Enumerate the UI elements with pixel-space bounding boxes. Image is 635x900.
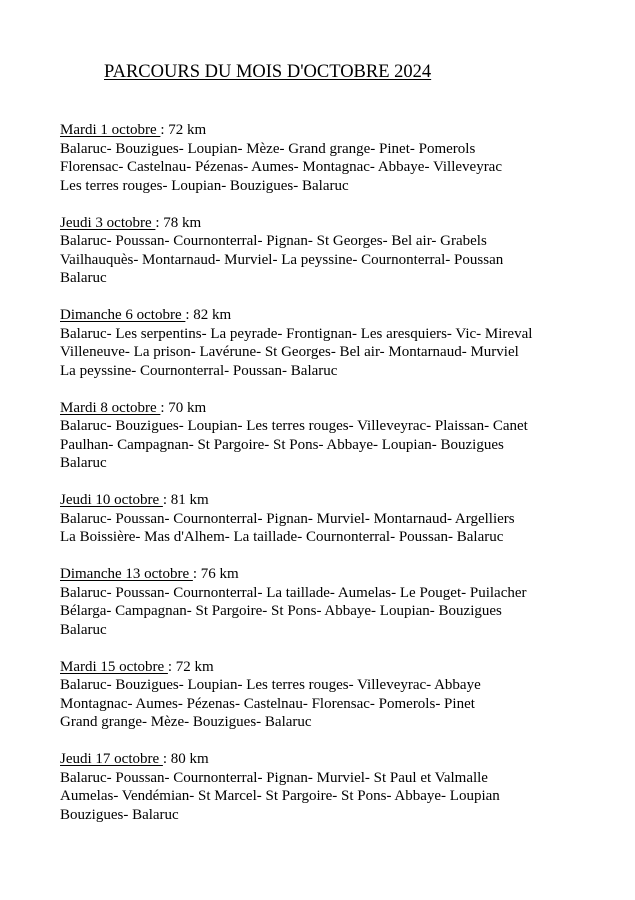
route-header [60, 306, 630, 325]
route-header [60, 565, 630, 584]
route-date: Mardi 8 octobre [60, 399, 161, 416]
route-distance: : 76 km [192, 566, 239, 582]
route-distance: : 72 km [167, 658, 214, 675]
route-line: Bélarga- Campagnan- St Pargoire- St Pons- Abbaye- Loupian- Bouzigues [60, 603, 502, 619]
route-distance: : 72 km [160, 122, 207, 138]
route-line: Balaruc- Poussan- Cournonterral- La taillade- Aumelas- Le Pouget- Puilacher [60, 584, 527, 601]
route-date: Jeudi 17 octobre [60, 751, 163, 767]
route-line: Balaruc- Poussan- Cournonterral- Pignan- Murviel- St Paul et Valmalle [60, 769, 488, 786]
route-list [60, 121, 630, 843]
route-line: Bouzigues- Balaruc [60, 806, 179, 823]
route-entry [60, 214, 630, 288]
page-title: PARCOURS DU MOIS D'OCTOBRE 2024 [104, 62, 432, 82]
route-line: Balaruc- Poussan- Cournonterral- Pignan- Murviel- Montarnaud- Argelliers [60, 510, 515, 527]
route-distance: : 78 km [155, 214, 202, 231]
route-line: Balaruc- Poussan- Cournonterral- Pignan- St Georges- Bel air- Grabels [60, 233, 487, 249]
route-line: Balaruc- Bouzigues- Loupian- Mèze- Grand grange- Pinet- Pomerols [60, 140, 476, 157]
route-line: Balaruc- Bouzigues- Loupian- Les terres rouges- Villeveyrac- Abbaye [60, 677, 481, 693]
route-line: Montagnac- Aumes- Pézenas- Castelnau- Florensac- Pomerols- Pinet [60, 695, 475, 712]
route-date: Mardi 15 octobre [60, 658, 168, 675]
route-entry [60, 658, 630, 732]
route-entry [60, 565, 630, 639]
route-date: Dimanche 13 octobre [60, 566, 193, 582]
route-header [60, 491, 630, 510]
route-date: Mardi 1 octobre [60, 122, 161, 138]
route-line: Les terres rouges- Loupian- Bouzigues- Balaruc [60, 177, 349, 194]
route-line: Villeneuve- La prison- Lavérune- St Georges- Bel air- Montarnaud- Murviel [60, 344, 519, 360]
route-line: Balaruc [60, 621, 107, 638]
route-date: Dimanche 6 octobre [60, 307, 186, 323]
route-distance: : 70 km [160, 399, 207, 416]
route-header [60, 121, 630, 140]
route-entry [60, 491, 630, 547]
route-header [60, 750, 630, 769]
route-entry [60, 121, 630, 195]
route-line: Vailhauquès- Montarnaud- Murviel- La peyssine- Cournonterral- Poussan [60, 251, 504, 268]
route-entry [60, 306, 630, 380]
route-header [60, 214, 630, 233]
route-line: Florensac- Castelnau- Pézenas- Aumes- Montagnac- Abbaye- Villeveyrac [60, 159, 503, 175]
route-line: Balaruc- Bouzigues- Loupian- Les terres rouges- Villeveyrac- Plaissan- Canet [60, 418, 528, 434]
route-line: La Boissière- Mas d'Alhem- La taillade- Cournonterral- Poussan- Balaruc [60, 529, 504, 545]
route-entry [60, 750, 630, 824]
route-distance: : 80 km [162, 751, 209, 767]
route-line: Balaruc- Les serpentins- La peyrade- Frontignan- Les aresquiers- Vic- Mireval [60, 325, 533, 342]
route-line: Paulhan- Campagnan- St Pargoire- St Pons- Abbaye- Loupian- Bouzigues [60, 436, 504, 453]
route-line: Balaruc [60, 270, 107, 286]
route-line: Balaruc [60, 455, 107, 471]
route-line: La peyssine- Cournonterral- Poussan- Balaruc [60, 362, 338, 379]
route-entry [60, 399, 630, 473]
route-date: Jeudi 3 octobre [60, 214, 156, 231]
route-line: Grand grange- Mèze- Bouzigues- Balaruc [60, 714, 312, 730]
route-date: Jeudi 10 octobre [60, 492, 163, 508]
route-header [60, 658, 630, 677]
route-distance: : 81 km [162, 492, 209, 508]
route-distance: : 82 km [185, 307, 232, 323]
route-header [60, 399, 630, 418]
route-line: Aumelas- Vendémian- St Marcel- St Pargoire- St Pons- Abbaye- Loupian [60, 788, 500, 804]
